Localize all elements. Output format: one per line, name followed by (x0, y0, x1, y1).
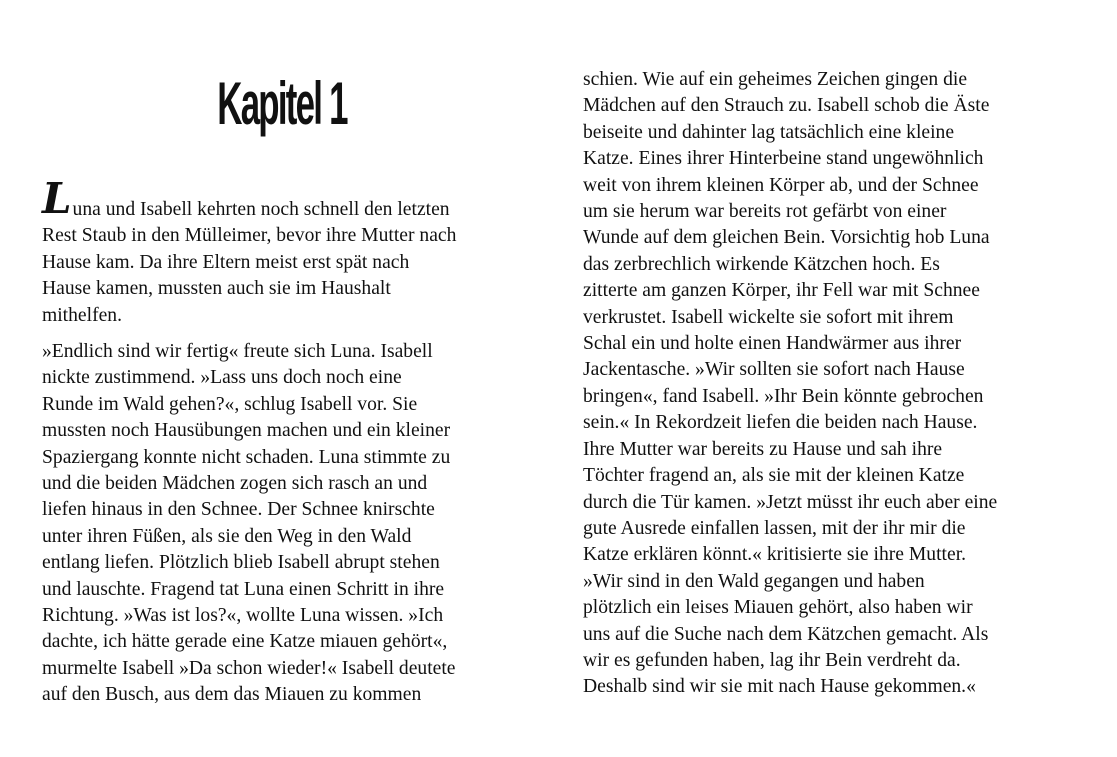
text-line: auf den Busch, aus dem das Miauen zu kommen (42, 684, 422, 706)
text-line: beiseite und dahinter lag tatsächlich eine kleine (583, 121, 955, 143)
text-line: mithelfen. (42, 304, 122, 326)
text-line: liefen hinaus in den Schnee. Der Schnee knirschte (42, 499, 435, 521)
text-line: unter ihren Füßen, als sie den Weg in den Wald (42, 525, 412, 547)
text-line: weit von ihrem kleinen Körper ab, und der Schnee (583, 174, 979, 196)
text-line: sein.« In Rekordzeit liefen die beiden nach Hause. (583, 412, 978, 434)
text-line: Runde im Wald gehen?«, schlug Isabell vor. Sie (42, 393, 418, 415)
text-line: uns auf die Suche nach dem Kätzchen gemacht. Als (583, 623, 989, 645)
text-line: »Endlich sind wir fertig« freute sich Luna. Isabell (42, 341, 433, 362)
text-line: Spaziergang konnte nicht schaden. Luna stimmte zu (42, 446, 451, 468)
text-line: dachte, ich hätte gerade eine Katze miauen gehört«, (42, 631, 448, 653)
text-line: gute Ausrede einfallen lassen, mit der ihr mir die (583, 517, 966, 539)
chapter-title: Kapitel 1 (217, 70, 347, 137)
text-line: plötzlich ein leises Miauen gehört, also haben wir (583, 597, 973, 619)
text-line: Katze erklären könnt.« kritisierte sie ihre Mutter. (583, 544, 967, 566)
text-line: und lauschte. Fragend tat Luna einen Schritt in ihre (42, 578, 445, 600)
paragraph-2 (42, 339, 456, 709)
text-line: Rest Staub in den Mülleimer, bevor ihre Mutter nach (42, 225, 457, 247)
text-line: Deshalb sind wir sie mit nach Hause gekommen.« (583, 676, 976, 698)
text-line: nickte zustimmend. »Lass uns doch noch eine (42, 367, 402, 389)
text-line (42, 174, 456, 223)
text-line: Hause kam. Da ihre Eltern meist erst spät nach (42, 251, 410, 273)
text-line: Jackentasche. »Wir sollten sie sofort nach Hause (583, 359, 965, 381)
text-line: durch die Tür kamen. »Jetzt müsst ihr euch aber eine (583, 491, 998, 513)
text-line: Hause kamen, mussten auch sie im Haushalt (42, 278, 391, 300)
text-line: schien. Wie auf ein geheimes Zeichen gingen die (583, 69, 968, 90)
text-line: wir es gefunden haben, lag ihr Bein verdreht da. (583, 649, 961, 671)
text-line: und die beiden Mädchen zogen sich rasch an und (42, 473, 428, 495)
text-line: »Wir sind in den Wald gegangen und haben (583, 570, 925, 592)
text-line: murmelte Isabell »Da schon wieder!« Isabell deutete (42, 657, 456, 679)
text-line: entlang liefen. Plötzlich blieb Isabell abrupt stehen (42, 552, 440, 574)
text-line: verkrustet. Isabell wickelte sie sofort mit ihrem (583, 306, 954, 328)
text-line: Katze. Eines ihrer Hinterbeine stand ungewöhnlich (583, 148, 984, 170)
text-line: Richtung. »Was ist los?«, wollte Luna wissen. »Ich (42, 605, 444, 627)
text-line: Wunde auf dem gleichen Bein. Vorsichtig hob Luna (583, 227, 990, 249)
text-line: zitterte am ganzen Körper, ihr Fell war mit Schnee (583, 280, 980, 302)
text-line: Mädchen auf den Strauch zu. Isabell schob die Äste (583, 95, 990, 117)
text-line: bringen«, fand Isabell. »Ihr Bein könnte gebrochen (583, 385, 984, 407)
text-line: mussten noch Hausübungen machen und ein kleiner (42, 420, 451, 442)
text-line: Schal ein und holte einen Handwärmer aus ihrer (583, 333, 962, 355)
text-line: Töchter fragend an, als sie mit der kleinen Katze (583, 465, 965, 487)
text-line: das zerbrechlich wirkende Kätzchen hoch. Es (583, 253, 940, 275)
right-column (583, 67, 1083, 701)
paragraph-1 (42, 174, 457, 329)
text-line: um sie herum war bereits rot gefärbt von einer (583, 201, 947, 223)
text-line: Ihre Mutter war bereits zu Hause und sah ihre (583, 438, 943, 460)
first-line-text: una und Isabell kehrten noch schnell den letzten (72, 199, 450, 220)
drop-cap: L (42, 174, 72, 223)
